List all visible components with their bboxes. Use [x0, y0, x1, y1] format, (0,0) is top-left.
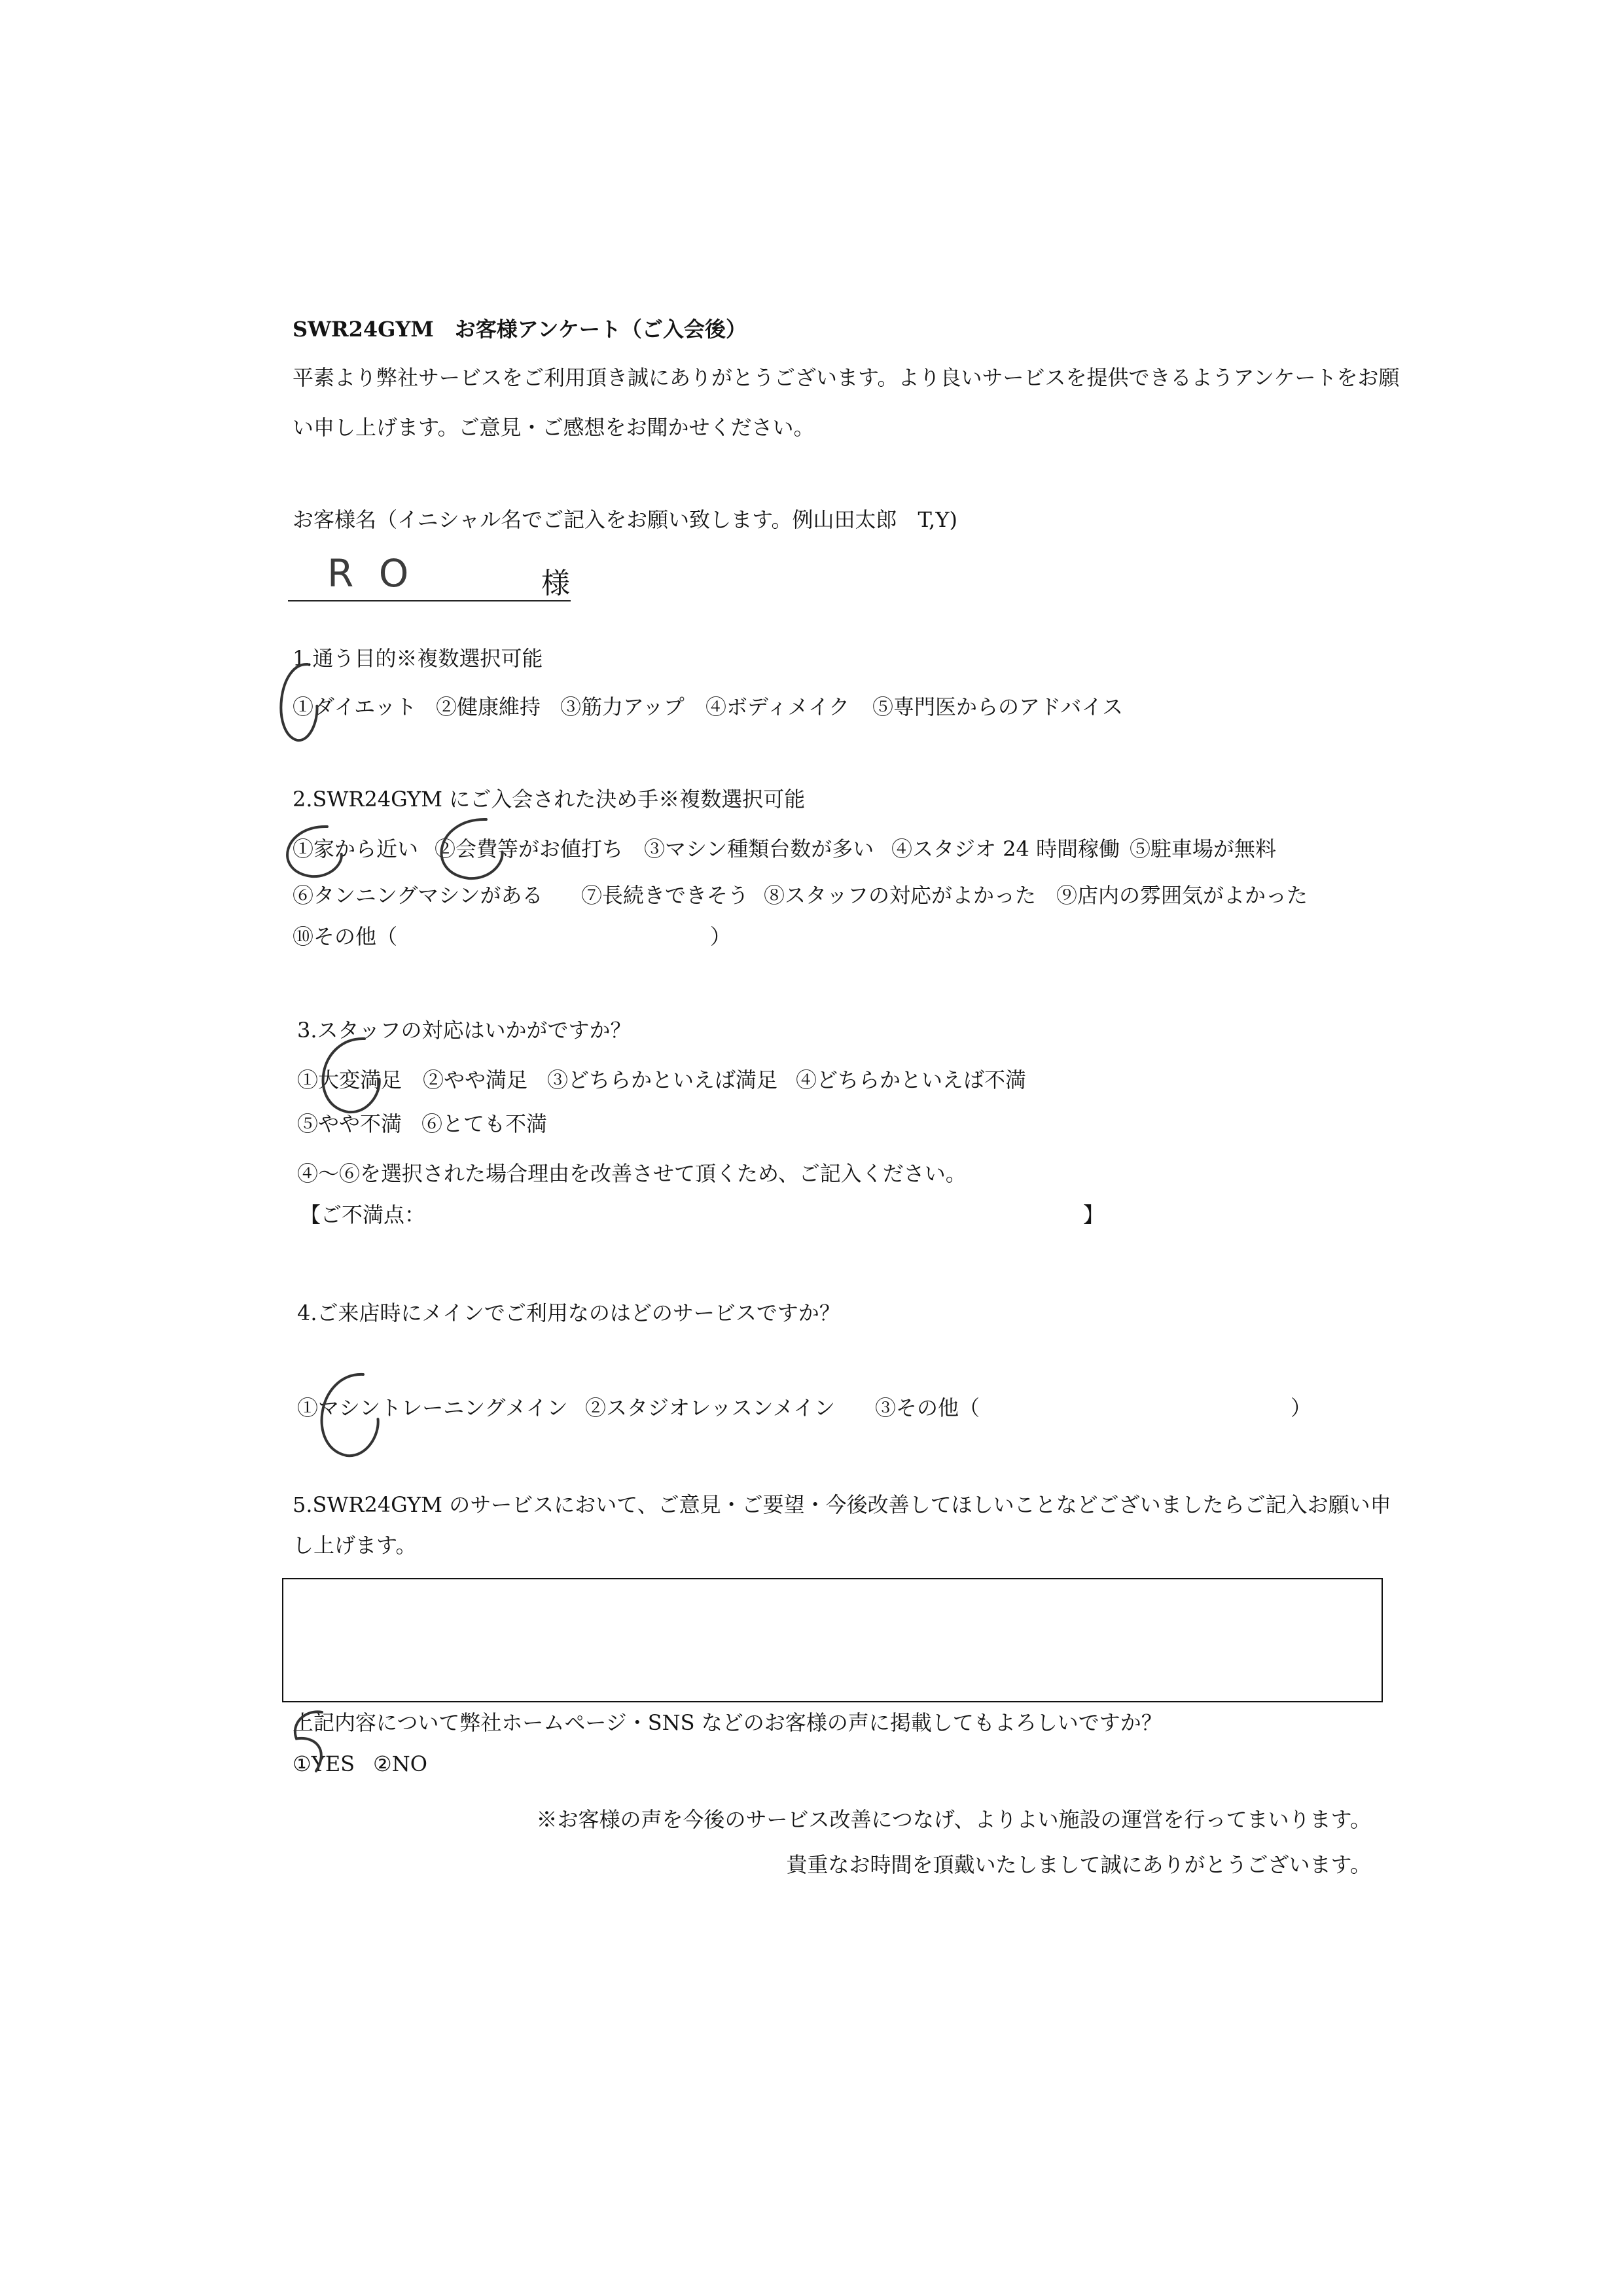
- intro-line-2: い申し上げます。ご意見・ご感想をお聞かせください。: [293, 415, 815, 440]
- q2-option-1: ①家から近い: [293, 836, 419, 861]
- q2-option-other-close: ）: [710, 924, 732, 949]
- q2-option-5: ⑤駐車場が無料: [1130, 836, 1277, 861]
- q3-option-1: ①大変満足: [297, 1067, 402, 1092]
- customer-name-suffix: 様: [541, 567, 570, 600]
- q3-label: 3.スタッフの対応はいかがですか？: [297, 1018, 632, 1043]
- customer-name-label: お客様名（イニシャル名でご記入をお願い致します。例山田太郎 T,Y): [293, 507, 957, 532]
- q3-option-6: ⑥とても不満: [421, 1111, 548, 1136]
- handwritten-customer-name: R O: [327, 551, 416, 596]
- q4-option-3: ③その他（: [875, 1395, 980, 1420]
- q6-label: 上記内容について弊社ホームページ・SNS などのお客様の声に掲載してもよろしいですか？: [293, 1710, 1162, 1735]
- q4-option-1: ①マシントレーニングメイン: [297, 1395, 568, 1420]
- q3-complaint-label: 【ご不満点：: [300, 1202, 426, 1227]
- q3-complaint-close: 】: [1083, 1202, 1105, 1227]
- q6-option-no: ②NO: [373, 1751, 427, 1776]
- q5-answer-box: [282, 1578, 1383, 1702]
- q1-option-2: ②健康維持: [436, 694, 541, 719]
- q2-option-6: ⑥タンニングマシンがある: [293, 883, 543, 908]
- q3-option-5: ⑤やや不満: [297, 1111, 402, 1136]
- intro-line-1: 平素より弊社サービスをご利用頂き誠にありがとうございます。より良いサービスを提供できるようアンケートをお願: [293, 365, 1400, 390]
- q1-option-1: ①ダイエット: [293, 694, 417, 719]
- q4-option-2: ②スタジオレッスンメイン: [585, 1395, 836, 1420]
- survey-title: SWR24GYM お客様アンケート（ご入会後）: [293, 317, 747, 342]
- q2-option-3: ③マシン種類台数が多い: [644, 836, 874, 861]
- q2-option-8: ⑧スタッフの対応がよかった: [764, 883, 1037, 908]
- q4-option-other-close: ）: [1291, 1395, 1312, 1420]
- q3-option-3: ③どちらかといえば満足: [547, 1067, 778, 1092]
- q2-option-other: ⑩その他（: [293, 924, 398, 949]
- q1-option-3: ③筋力アップ: [560, 694, 685, 719]
- q2-label: 2.SWR24GYM にご入会された決め手※複数選択可能: [293, 787, 806, 812]
- q3-option-4: ④どちらかといえば不満: [796, 1067, 1027, 1092]
- q5-label-line-1: 5.SWR24GYM のサービスにおいて、ご意見・ご要望・今後改善してほしいことなどございましたらご記入お願い申: [293, 1492, 1391, 1517]
- q2-option-7: ⑦長続きできそう: [581, 883, 749, 908]
- closing-note: ※お客様の声を今後のサービス改善につなげ、よりよい施設の運営を行ってまいります。: [536, 1807, 1371, 1832]
- q3-option-2: ②やや満足: [423, 1067, 528, 1092]
- customer-name-underline: [288, 600, 571, 601]
- q5-label-line-2: し上げます。: [293, 1533, 417, 1558]
- q1-option-5: ⑤専門医からのアドバイス: [872, 694, 1124, 719]
- q6-option-yes: ①YES: [293, 1751, 355, 1776]
- q2-option-9: ⑨店内の雰囲気がよかった: [1056, 883, 1308, 908]
- q1-option-4: ④ボディメイク: [705, 694, 850, 719]
- q2-option-2: ②会費等がお値打ち: [435, 836, 624, 861]
- q3-note: ④～⑥を選択された場合理由を改善させて頂くため、ご記入ください。: [297, 1161, 967, 1186]
- q4-label: 4.ご来店時にメインでご利用なのはどのサービスですか？: [297, 1300, 840, 1325]
- q2-option-4: ④スタジオ 24 時間稼働: [891, 836, 1120, 861]
- q1-label: 1.通う目的※複数選択可能: [293, 646, 543, 671]
- closing-thanks: 貴重なお時間を頂戴いたしまして誠にありがとうございます。: [786, 1852, 1371, 1877]
